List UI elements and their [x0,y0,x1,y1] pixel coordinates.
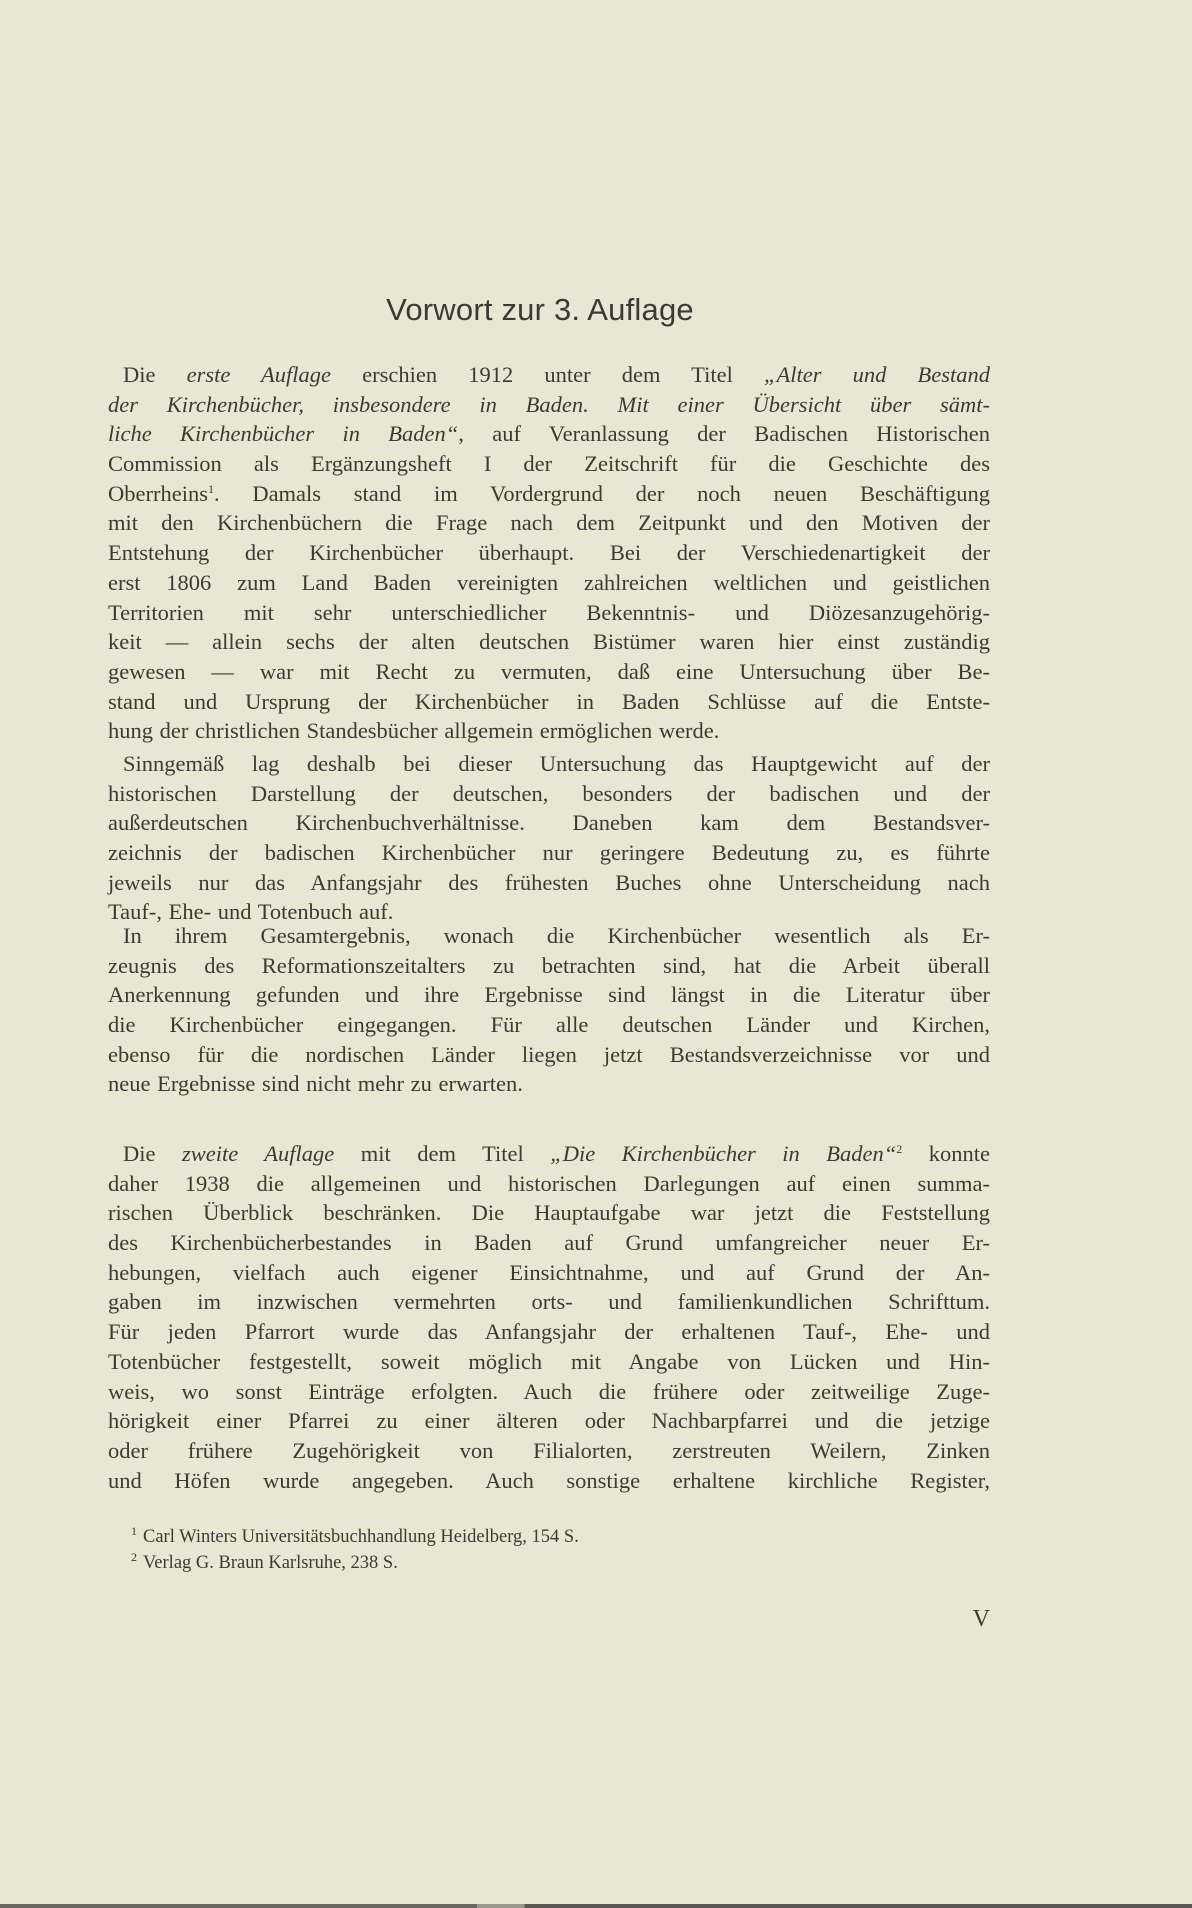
text: daher 1938 die allgemeinen und historischen Darlegungen auf einen summa- [108,1170,990,1196]
text: keit — allein sechs der alten deutschen Bistümer waren hier einst zuständig [108,629,990,655]
italic-text: erste Auflage [186,362,332,387]
text: , auf Veranlassung der Badischen Historischen [458,421,990,447]
text-line [108,838,990,868]
text: Anerkennung gefunden und ihre Ergebnisse sind längst in die Literatur über [108,982,990,1008]
text: oder frühere Zugehörigkeit von Filialorten, zerstreuten Weilern, Zinken [108,1437,990,1463]
text: jeweils nur das Anfangsjahr des frühesten Buches ohne Unterscheidung nach [108,869,990,895]
text-line [108,538,990,568]
paragraph-focus [108,749,990,927]
text: erschien 1912 unter dem Titel [331,362,764,387]
text-line [108,1436,990,1466]
text-line [108,1377,990,1407]
text-line [108,449,990,479]
text: hebungen, vielfach auch eigener Einsichtnahme, und auf Grund der An- [108,1259,990,1285]
text: Territorien mit sehr unterschiedlicher Bekenntnis- und Diözesanzugehörig- [108,599,990,625]
text-line [108,657,990,687]
text-line [108,390,990,420]
text-line [108,980,990,1010]
text: Tauf-, Ehe- und Totenbuch auf. [108,899,394,925]
text-line [108,568,990,598]
text: historischen Darstellung der deutschen, besonders der badischen und der [108,780,990,806]
text: Für jeden Pfarrort wurde das Anfangsjahr der erhaltenen Tauf-, Ehe- und [108,1319,990,1345]
footnote-1 [131,1526,579,1548]
text-line [108,951,990,981]
text: zeichnis der badischen Kirchenbücher nur geringere Bedeutung zu, es führte [108,840,990,866]
text: Sinngemäß lag deshalb bei dieser Untersuchung das Hauptgewicht auf der [123,751,990,776]
text: weis, wo sonst Einträge erfolgten. Auch die frühere oder zeitweilige Zuge- [108,1378,990,1404]
text-line [108,749,990,779]
italic-text: der Kirchenbücher, insbesondere in Baden. Mit einer Übersicht über sämt- [108,391,990,417]
page-number: V [972,1606,990,1632]
italic-text: „Die Kirchenbücher in Baden“ [550,1141,897,1166]
paragraph-second-edition [108,1139,990,1495]
text: Oberrheins [108,480,208,506]
text: Entstehung der Kirchenbücher überhaupt. Bei der Verschiedenartigkeit der [108,540,990,566]
paragraph-first-edition [108,360,990,746]
text-line [108,1228,990,1258]
text-line [108,627,990,657]
text-line [108,1258,990,1288]
italic-text: zweite Auflage [181,1141,335,1166]
text: . Damals stand im Vordergrund der noch neuen Beschäftigung [213,480,990,506]
text-line [108,808,990,838]
text: stand und Ursprung der Kirchenbücher in Baden Schlüsse auf die Entste- [108,688,990,714]
page-title: Vorwort zur 3. Auflage [386,292,694,327]
text: die Kirchenbücher eingegangen. Für alle deutschen Länder und Kirchen, [108,1012,990,1038]
text-line [108,1040,990,1070]
text-line [108,598,990,628]
text-line [108,360,990,390]
text-line [108,1406,990,1436]
italic-text: „Alter und Bestand [763,362,990,387]
text: erst 1806 zum Land Baden vereinigten zahlreichen weltlichen und geistlichen [108,569,990,595]
text-line [108,419,990,449]
text: In ihrem Gesamtergebnis, wonach die Kirchenbücher wesentlich als Er- [123,923,990,948]
text: gewesen — war mit Recht zu vermuten, daß eine Untersuchung über Be- [108,658,990,684]
text-line [108,1010,990,1040]
footnote-ref: 2 [896,1142,903,1156]
footnote-ref: 1 [207,481,214,496]
text-line [108,1466,990,1496]
text: hung der christlichen Standesbücher allgemein ermöglichen werde. [108,718,720,744]
paragraph-result [108,921,990,1099]
footnote-mark: 1 [131,1524,137,1538]
text: mit den Kirchenbüchern die Frage nach dem Zeitpunkt und den Motiven der [108,510,990,536]
footnote-2 [131,1552,398,1574]
text-line [108,1347,990,1377]
text-line [108,921,990,951]
page-scan-edge [0,1904,1192,1908]
text-line [108,779,990,809]
text-line [108,1198,990,1228]
text-line [108,868,990,898]
text: Die [123,1141,182,1166]
text: außerdeutschen Kirchenbuchverhältnisse. Daneben kam dem Bestandsver- [108,810,990,836]
text: ebenso für die nordischen Länder liegen jetzt Bestandsverzeichnisse vor und [108,1041,990,1067]
text: konnte [902,1141,990,1166]
text: und Höfen wurde angegeben. Auch sonstige erhaltene kirchliche Register, [108,1467,990,1493]
text-line [108,1069,990,1099]
text: zeugnis des Reformationszeitalters zu betrachten sind, hat die Arbeit überall [108,952,990,978]
text-line [108,687,990,717]
text: rischen Überblick beschränken. Die Hauptaufgabe war jetzt die Feststellung [108,1200,990,1226]
footnote-text: Verlag G. Braun Karlsruhe, 238 S. [143,1553,398,1573]
text-line [108,479,990,509]
text: neue Ergebnisse sind nicht mehr zu erwarten. [108,1071,523,1097]
italic-text: liche Kirchenbücher in Baden“ [108,421,459,447]
text-line [108,1287,990,1317]
text: Totenbücher festgestellt, soweit möglich mit Angabe von Lücken und Hin- [108,1348,990,1374]
text-line [108,1139,990,1169]
text: hörigkeit einer Pfarrei zu einer älteren oder Nachbarpfarrei und die jetzige [108,1408,990,1434]
text-line [108,716,990,746]
text-line [108,1317,990,1347]
text: Commission als Ergänzungsheft I der Zeitschrift für die Geschichte des [108,451,990,477]
text: gaben im inzwischen vermehrten orts- und familienkundlichen Schrifttum. [108,1289,990,1315]
text-line [108,1169,990,1199]
footnote-text: Carl Winters Universitätsbuchhandlung Heidelberg, 154 S. [143,1527,579,1547]
text: mit dem Titel [334,1141,551,1166]
text: Die [123,362,187,387]
footnote-mark: 2 [131,1550,137,1564]
text-line [108,508,990,538]
text: des Kirchenbücherbestandes in Baden auf Grund umfangreicher neuer Er- [108,1230,990,1256]
